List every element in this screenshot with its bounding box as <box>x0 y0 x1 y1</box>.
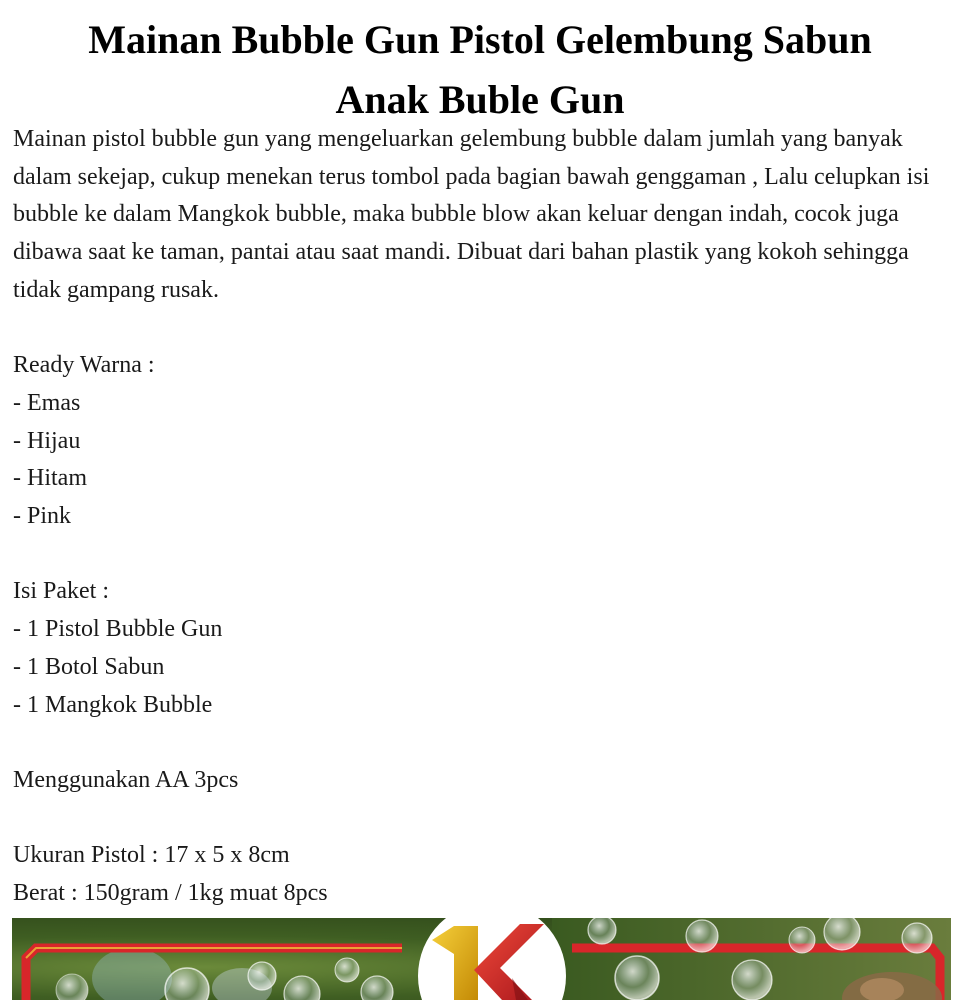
k-logo-icon <box>418 918 566 1000</box>
color-item-hitam: - Hitam <box>13 465 87 492</box>
weight-info: Berat : 150gram / 1kg muat 8pcs <box>13 880 328 906</box>
product-description-body <box>13 121 948 913</box>
product-title: Mainan Bubble Gun Pistol Gelembung Sabun Anak Buble Gun <box>88 17 872 122</box>
color-item-pink: - Pink <box>13 503 72 530</box>
light-spot <box>92 948 172 1000</box>
spacer <box>13 800 948 838</box>
product-banner-image <box>12 918 951 1000</box>
size-info: Ukuran Pistol : 17 x 5 x 8cm <box>13 842 290 869</box>
description-paragraph: Mainan pistol bubble gun yang mengeluarkan gelembung bubble dalam jumlah yang banyak dalam sekejap, cukup menekan terus tombol pada bagian bawah genggaman , Lalu celupkan isi bubble ke dalam Mangkok bubble, maka bubble blow akan keluar dengan indah, cocok juga dibawa saat ke taman, pantai atau saat mandi. Dibuat dari bahan plastik yang kokoh sehingga tidak gampang rusak. <box>13 126 930 303</box>
spacer <box>13 536 948 574</box>
package-item-botol: - 1 Botol Sabun <box>13 653 165 680</box>
banner-artwork <box>12 918 951 1000</box>
battery-info: Menggunakan AA 3pcs <box>13 766 239 793</box>
package-item-mangkok: - 1 Mangkok Bubble <box>13 691 213 718</box>
spacer <box>13 310 948 348</box>
package-heading: Isi Paket : <box>13 578 109 605</box>
color-item-hijau: - Hijau <box>13 427 81 454</box>
spacer <box>13 724 948 762</box>
colors-heading: Ready Warna : <box>13 352 155 379</box>
color-item-emas: - Emas <box>13 389 81 416</box>
package-item-pistol: - 1 Pistol Bubble Gun <box>13 616 223 643</box>
